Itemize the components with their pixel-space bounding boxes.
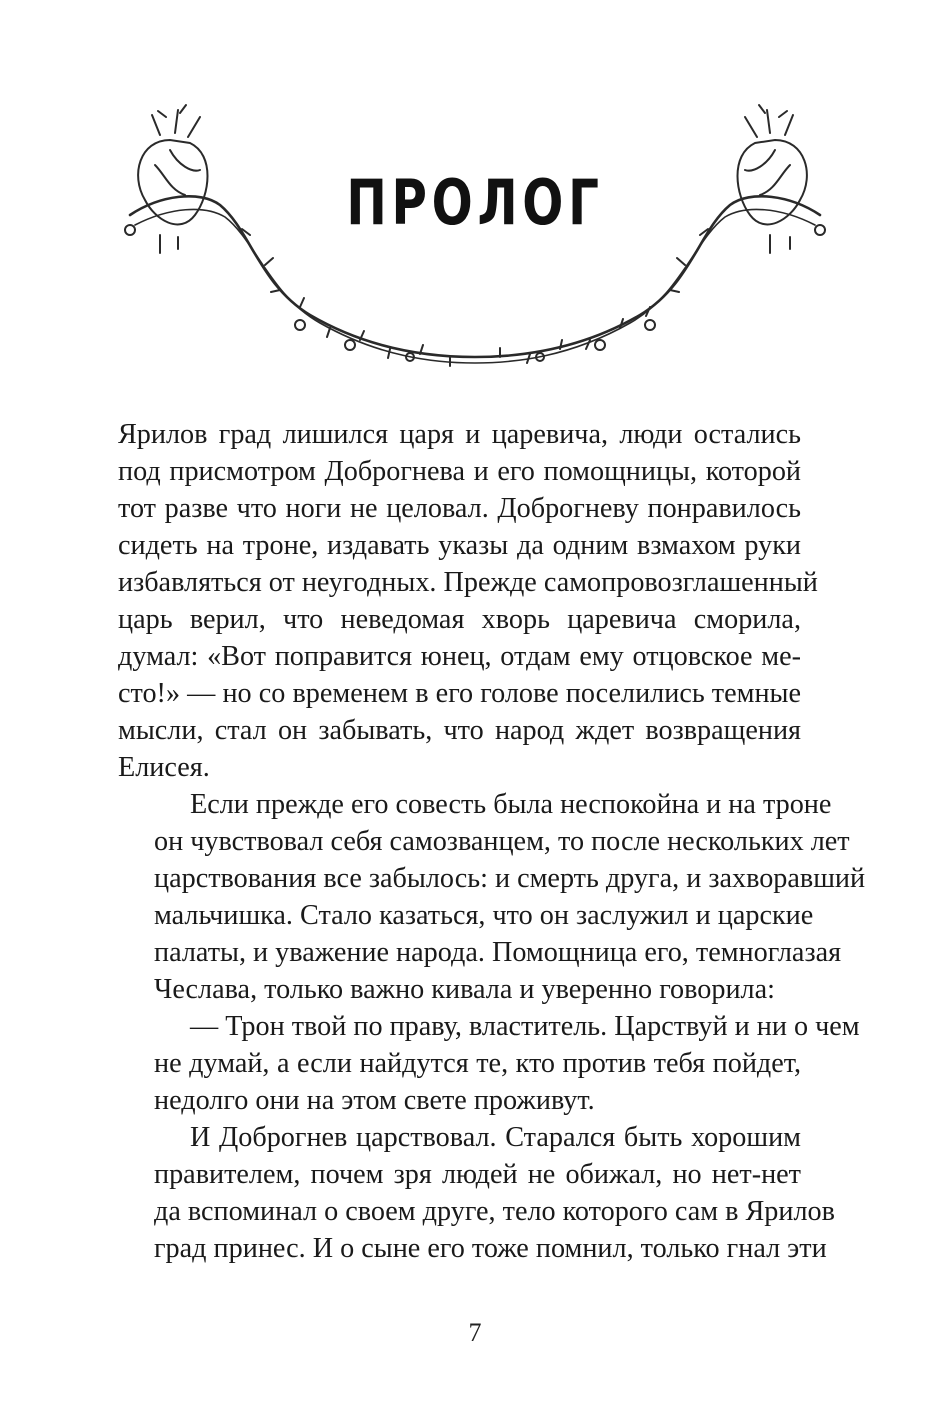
text-line: правителем, почем зря людей не обижал, но нет-нет xyxy=(154,1159,801,1190)
text-line: царь верил, что неведомая хворь царевича сморила, xyxy=(118,604,801,635)
text-line: Если прежде его совесть была неспокойна и на троне xyxy=(190,789,832,820)
text-line: царствования все забылось: и смерть друга, и захворавший xyxy=(154,863,866,894)
text-line: мальчишка. Стало казаться, что он заслужил и царские xyxy=(154,900,814,931)
text-line: да вспоминал о своем друге, тело которого сам в Ярилов xyxy=(154,1196,835,1227)
text-line: тот разве что ноги не целовал. Доброгневу понравилось xyxy=(118,493,801,524)
paragraph xyxy=(118,416,818,786)
text-line: избавляться от неугодных. Прежде самопровозглашенный xyxy=(118,567,818,598)
text-line: мысли, стал он забывать, что народ ждет возвращения xyxy=(118,715,801,746)
text-line: сидеть на троне, издавать указы да одним взмахом руки xyxy=(118,530,801,561)
text-line: недолго они на этом свете проживут. xyxy=(154,1085,595,1116)
paragraph xyxy=(118,786,866,1008)
text-line: не думай, а если найдутся те, кто против тебя пойдет, xyxy=(154,1048,801,1079)
text-line: думал: «Вот поправится юнец, отдам ему отцовское ме- xyxy=(118,641,801,672)
body-text xyxy=(118,416,866,1267)
text-line: сто!» — но со временем в его голове поселились темные xyxy=(118,678,801,709)
text-line: — Трон твой по праву, властитель. Царствуй и ни о чем xyxy=(190,1011,860,1042)
text-line: И Доброгнев царствовал. Старался быть хорошим xyxy=(190,1122,801,1153)
page-number: 7 xyxy=(468,1318,482,1347)
text-line: Ярилов град лишился царя и царевича, люди остались xyxy=(118,419,801,450)
text-line: Чеслава, только важно кивала и уверенно говорила: xyxy=(154,974,775,1005)
paragraph xyxy=(118,1008,860,1119)
paragraph xyxy=(118,1119,835,1267)
thorny-vine-with-anatomical-hearts-icon xyxy=(100,95,850,385)
chapter-title: ПРОЛОГ xyxy=(346,166,604,239)
text-line: под присмотром Доброгнева и его помощницы, которой xyxy=(118,456,801,487)
text-line: палаты, и уважение народа. Помощница его, темноглазая xyxy=(154,937,842,968)
text-line: Елисея. xyxy=(118,752,210,783)
text-line: град принес. И о сыне его тоже помнил, только гнал эти xyxy=(154,1233,827,1264)
text-line: он чувствовал себя самозванцем, то после нескольких лет xyxy=(154,826,850,857)
